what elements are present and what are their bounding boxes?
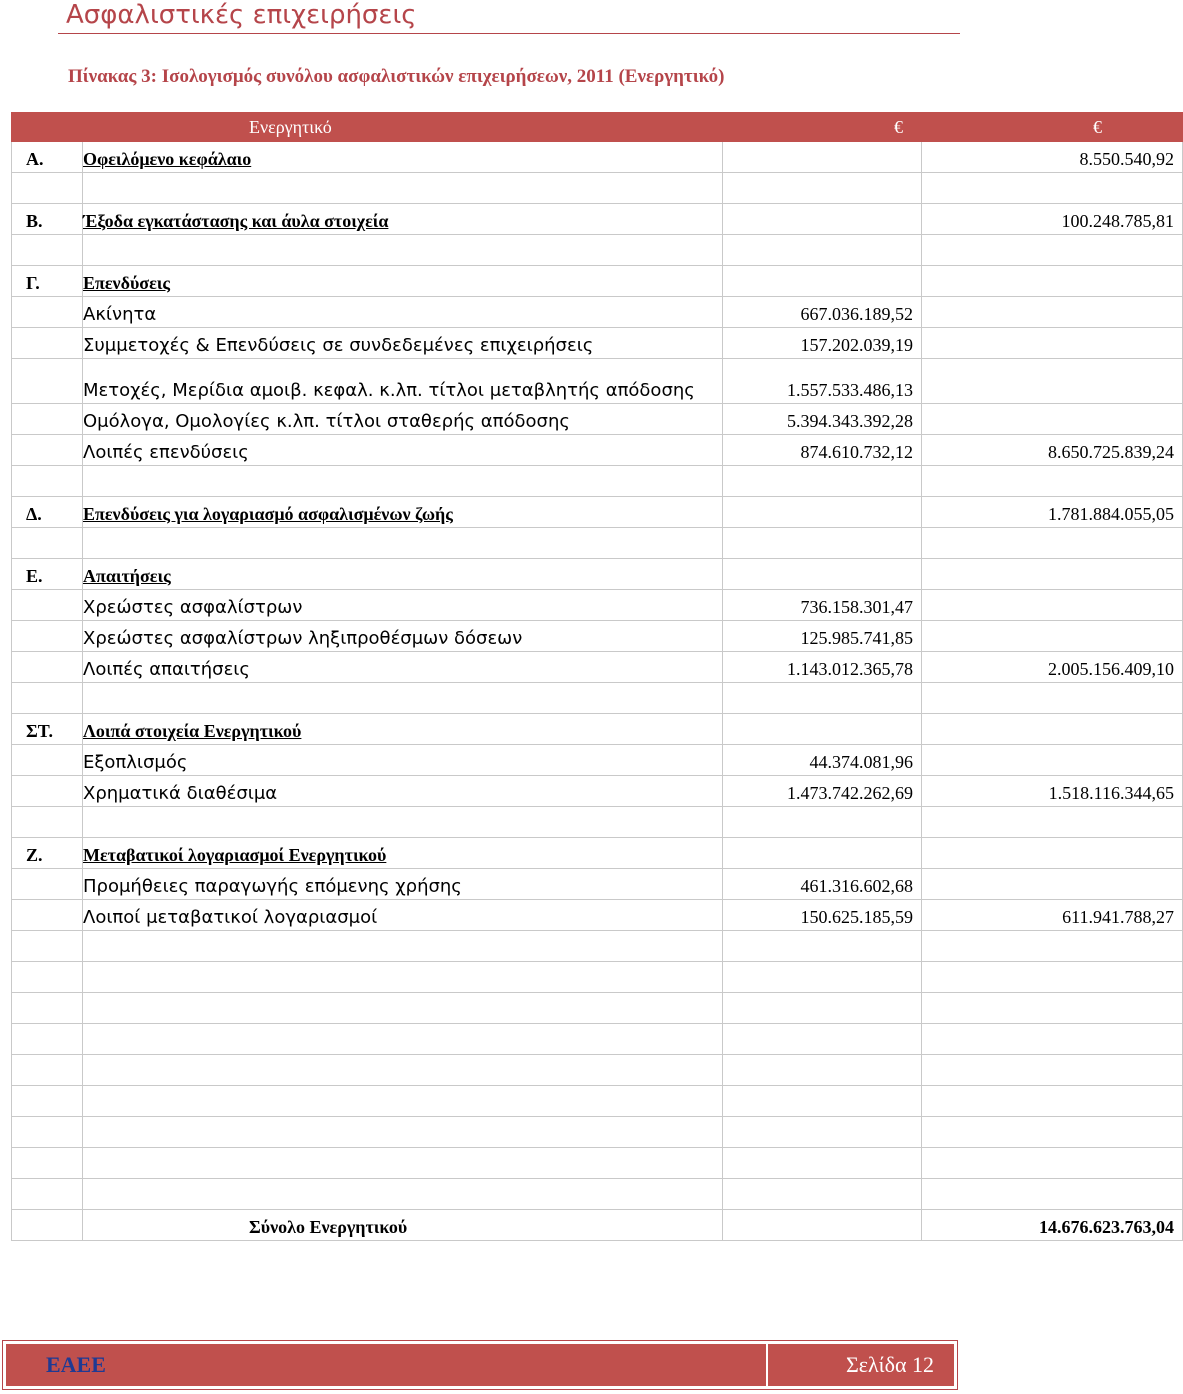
section-row-a xyxy=(12,142,1183,173)
table-row xyxy=(12,297,1183,328)
row-value: 667.036.189,52 xyxy=(723,297,922,328)
spacer-row xyxy=(12,962,1183,993)
row-total xyxy=(922,745,1183,776)
table-row xyxy=(12,745,1183,776)
section-title: Έξοδα εγκατάστασης και άυλα στοιχεία xyxy=(83,204,723,235)
row-label: Συμμετοχές & Επενδύσεις σε συνδεδεμένες επιχειρήσεις xyxy=(83,328,723,359)
section-title: Επενδύσεις για λογαριασμό ασφαλισμένων ζωής xyxy=(83,497,723,528)
table-row xyxy=(12,328,1183,359)
row-label: Χρηματικά διαθέσιμα xyxy=(83,776,723,807)
section-title: Μεταβατικοί λογαριασμοί Ενεργητικού xyxy=(83,838,723,869)
row-label: Εξοπλισμός xyxy=(83,745,723,776)
footer-right-bar xyxy=(768,1344,954,1386)
spacer-row xyxy=(12,1055,1183,1086)
spacer-row xyxy=(12,1086,1183,1117)
spacer-row xyxy=(12,807,1183,838)
section-title: Απαιτήσεις xyxy=(83,559,723,590)
section-total: 100.248.785,81 xyxy=(922,204,1183,235)
table-row xyxy=(12,404,1183,435)
section-row-e xyxy=(12,559,1183,590)
row-total xyxy=(922,359,1183,404)
header-rule xyxy=(58,33,960,34)
row-label: Προμήθειες παραγωγής επόμενης χρήσης xyxy=(83,869,723,900)
footer-page-number: Σελίδα 12 xyxy=(845,1352,934,1377)
row-value: 874.610.732,12 xyxy=(723,435,922,466)
spacer-row xyxy=(12,466,1183,497)
row-value: 157.202.039,19 xyxy=(723,328,922,359)
section-row-z xyxy=(12,838,1183,869)
grand-total-label: Σύνολο Ενεργητικού xyxy=(83,1210,723,1241)
section-row-st xyxy=(12,714,1183,745)
row-total: 611.941.788,27 xyxy=(922,900,1183,931)
row-value: 1.557.533.486,13 xyxy=(723,359,922,404)
spacer-row xyxy=(12,931,1183,962)
section-code: Ζ. xyxy=(12,838,83,869)
row-value: 736.158.301,47 xyxy=(723,590,922,621)
section-title: Οφειλόμενο κεφάλαιο xyxy=(83,142,723,173)
table-row xyxy=(12,652,1183,683)
footer-left-bar xyxy=(6,1344,766,1386)
header-currency-1: € xyxy=(723,113,922,142)
row-value: 5.394.343.392,28 xyxy=(723,404,922,435)
row-total xyxy=(922,328,1183,359)
row-value: 150.625.185,59 xyxy=(723,900,922,931)
row-label: Χρεώστες ασφαλίστρων ληξιπροθέσμων δόσεων xyxy=(83,621,723,652)
table-caption: Πίνακας 3: Ισολογισμός συνόλου ασφαλιστικών επιχειρήσεων, 2011 (Ενεργητικό) xyxy=(68,66,725,87)
row-label: Ομόλογα, Ομολογίες κ.λπ. τίτλοι σταθερής απόδοσης xyxy=(83,404,723,435)
row-value: 1.143.012.365,78 xyxy=(723,652,922,683)
section-code: Α. xyxy=(12,142,83,173)
table-row xyxy=(12,359,1183,404)
document-header-title: Ασφαλιστικές επιχειρήσεις xyxy=(66,0,417,30)
spacer-row xyxy=(12,1148,1183,1179)
row-total: 2.005.156.409,10 xyxy=(922,652,1183,683)
table-row xyxy=(12,869,1183,900)
row-value: 461.316.602,68 xyxy=(723,869,922,900)
spacer-row xyxy=(12,1024,1183,1055)
section-row-b xyxy=(12,204,1183,235)
row-label: Λοιπές επενδύσεις xyxy=(83,435,723,466)
row-label: Μετοχές, Μερίδια αμοιβ. κεφαλ. κ.λπ. τίτλοι μεταβλητής απόδοσης xyxy=(83,359,723,404)
section-title: Επενδύσεις xyxy=(83,266,723,297)
section-row-d xyxy=(12,497,1183,528)
section-row-g xyxy=(12,266,1183,297)
row-total xyxy=(922,404,1183,435)
spacer-row xyxy=(12,993,1183,1024)
row-total: 8.650.725.839,24 xyxy=(922,435,1183,466)
grand-total-row xyxy=(12,1210,1183,1241)
section-code: Γ. xyxy=(12,266,83,297)
spacer-row xyxy=(12,683,1183,714)
spacer-row xyxy=(12,1179,1183,1210)
spacer-row xyxy=(12,235,1183,266)
row-total xyxy=(922,621,1183,652)
row-label: Χρεώστες ασφαλίστρων xyxy=(83,590,723,621)
row-label: Λοιποί μεταβατικοί λογαριασμοί xyxy=(83,900,723,931)
header-label: Ενεργητικό xyxy=(83,113,723,142)
section-title: Λοιπά στοιχεία Ενεργητικού xyxy=(83,714,723,745)
table-row xyxy=(12,590,1183,621)
table-header-row xyxy=(12,113,1183,142)
spacer-row xyxy=(12,173,1183,204)
table-row xyxy=(12,621,1183,652)
section-total: 8.550.540,92 xyxy=(922,142,1183,173)
row-total xyxy=(922,869,1183,900)
grand-total-value: 14.676.623.763,04 xyxy=(922,1210,1183,1241)
table-row xyxy=(12,776,1183,807)
row-value: 44.374.081,96 xyxy=(723,745,922,776)
balance-sheet-table xyxy=(11,112,1183,1241)
section-code: Δ. xyxy=(12,497,83,528)
row-total xyxy=(922,590,1183,621)
row-total: 1.518.116.344,65 xyxy=(922,776,1183,807)
row-label: Λοιπές απαιτήσεις xyxy=(83,652,723,683)
section-code: Ε. xyxy=(12,559,83,590)
spacer-row xyxy=(12,528,1183,559)
header-currency-2: € xyxy=(922,113,1183,142)
section-code: Β. xyxy=(12,204,83,235)
table-row xyxy=(12,435,1183,466)
footer-organization: ΕΑΕΕ xyxy=(46,1352,106,1377)
section-total: 1.781.884.055,05 xyxy=(922,497,1183,528)
row-value: 125.985.741,85 xyxy=(723,621,922,652)
section-code: ΣΤ. xyxy=(12,714,83,745)
row-label: Ακίνητα xyxy=(83,297,723,328)
spacer-row xyxy=(12,1117,1183,1148)
table-row xyxy=(12,900,1183,931)
row-total xyxy=(922,297,1183,328)
row-value: 1.473.742.262,69 xyxy=(723,776,922,807)
